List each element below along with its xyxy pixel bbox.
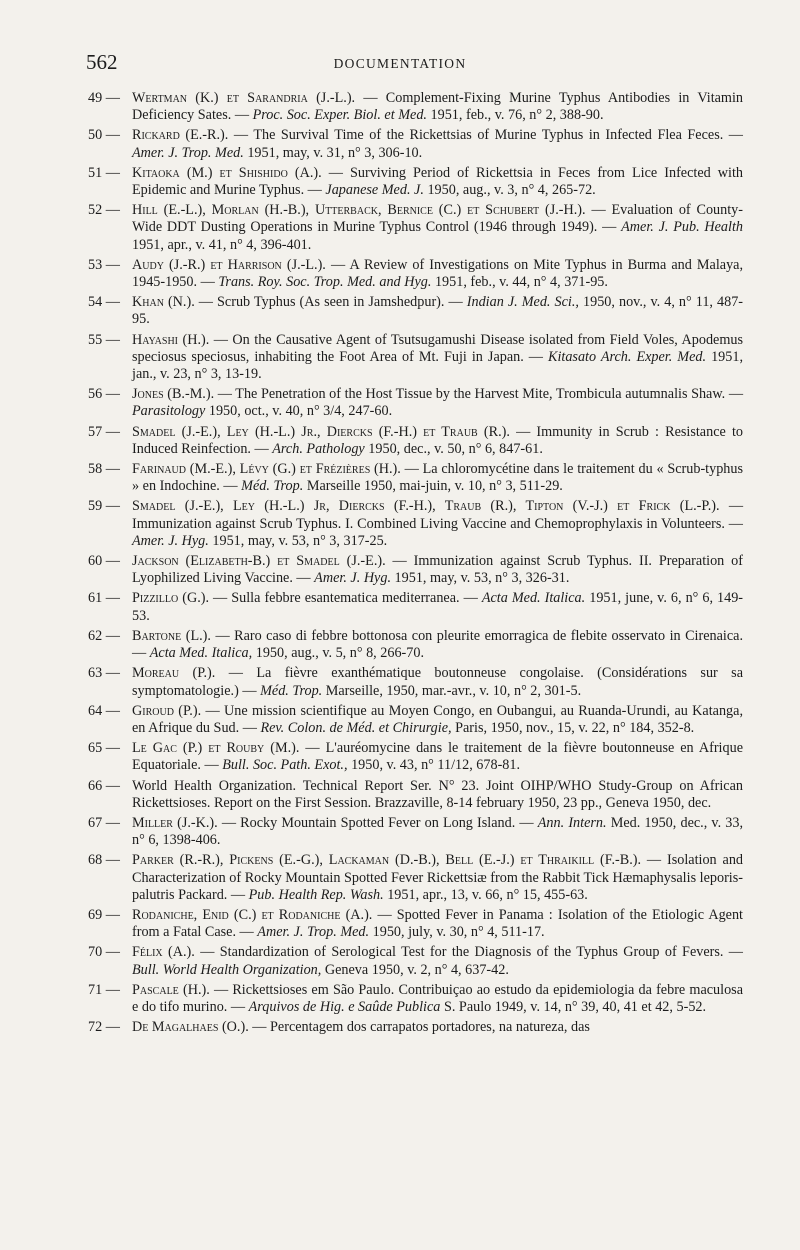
reference-body (132, 424, 743, 458)
reference-details: 1950, july, v. 30, n° 4, 511-17. (372, 924, 545, 941)
reference-entry (88, 982, 743, 1016)
reference-number: 59 — (88, 498, 120, 515)
reference-journal: Amer. J. Trop. Med. (132, 144, 244, 161)
reference-details: Geneva 1950, v. 2, n° 4, 637-42. (324, 961, 509, 978)
reference-number: 72 — (88, 1019, 120, 1036)
reference-entry (88, 628, 743, 662)
reference-title: — Rocky Mountain Spotted Fever on Long Island. — (221, 814, 534, 831)
reference-journal: Japanese Med. J. (325, 182, 424, 199)
reference-body (132, 553, 743, 587)
reference-entry (88, 852, 743, 904)
reference-title: — La chloromycétine dans le traitement du « Scrub-typhus » en Indochine. — (132, 461, 744, 495)
reference-authors: Rodaniche, Enid (C.) et Rodaniche (A.). (132, 906, 373, 923)
reference-body (132, 703, 743, 737)
reference-number: 58 — (88, 461, 120, 478)
reference-entry (88, 127, 743, 161)
reference-title: World Health Organization. Technical Report Ser. N° 23. Joint OIHP/WHO Study-Group on African Rickettsioses. Report on the First Session. Brazzaville, 8-14 february 1950, 23 pp., Geneva 1950, dec. (132, 777, 743, 811)
reference-body (132, 332, 743, 384)
reference-details: Marseille, 1950, mar.-avr., v. 10, n° 2, 301-5. (325, 682, 582, 699)
reference-authors: Moreau (P.). (132, 665, 216, 682)
reference-body (132, 815, 743, 849)
reference-body (132, 590, 743, 624)
reference-journal: Rev. Colon. de Méd. et Chirurgie, (260, 719, 452, 736)
reference-number: 63 — (88, 665, 120, 682)
reference-entry (88, 257, 743, 291)
reference-journal: Indian J. Med. Sci., (466, 294, 579, 311)
reference-journal: Arquivos de Hig. e Saûde Publica (248, 998, 441, 1015)
reference-title: — The Penetration of the Host Tissue by the Harvest Mite, Trombicula autumnalis Shaw. — (217, 386, 744, 403)
reference-entry (88, 907, 743, 941)
reference-entry (88, 498, 743, 550)
reference-journal: Acta Med. Italica, (149, 645, 253, 662)
reference-number: 53 — (88, 256, 120, 273)
reference-entry (88, 815, 743, 849)
reference-details: 1950, dec., v. 50, n° 6, 847-61. (368, 440, 543, 457)
reference-entry (88, 90, 743, 124)
reference-title: — Surviving Period of Rickettsia in Feces from Lice Infected with Epidemic and Murine Typhus. — (132, 164, 744, 199)
reference-journal: Amer. J. Pub. Health (621, 219, 744, 236)
reference-journal: Méd. Trop. (260, 682, 323, 699)
reference-title: — Standardization of Serological Test for the Diagnosis of the Typhus Group of Fevers. — (200, 944, 743, 961)
reference-journal: Bull. World Health Organization, (132, 961, 322, 978)
reference-number: 67 — (88, 814, 120, 831)
running-title: DOCUMENTATION (333, 56, 467, 71)
reference-journal: Kitasato Arch. Exper. Med. (547, 348, 707, 365)
reference-number: 56 — (88, 386, 120, 403)
reference-number: 57 — (88, 423, 120, 440)
reference-journal: Pub. Health Rep. Wash. (248, 886, 384, 903)
reference-authors: Jackson (Elizabeth-B.) et Smadel (J.-E.). (132, 553, 386, 570)
reference-details: 1951, may, v. 53, n° 3, 317-25. (212, 532, 388, 549)
reference-details: Paris, 1950, nov., 15, v. 22, n° 184, 352-8. (455, 719, 695, 736)
reference-body (132, 498, 743, 550)
reference-journal: Amer. J. Hyg. (132, 532, 209, 549)
reference-number: 66 — (88, 777, 120, 794)
reference-body (132, 740, 743, 774)
reference-entry (88, 703, 743, 737)
reference-details: 1950, v. 43, n° 11/12, 678-81. (351, 757, 521, 774)
reference-journal: Arch. Pathology (272, 440, 365, 457)
reference-details: 1951, june, v. 6, n° 6, 149-53. (132, 590, 744, 624)
reference-authors: Kitaoka (M.) et Shishido (A.). (132, 164, 322, 181)
reference-authors: Jones (B.-M.). (132, 386, 215, 403)
reference-title: — Scrub Typhus (As seen in Jamshedpur). — (198, 294, 463, 311)
reference-body (132, 90, 743, 124)
reference-journal: Parasitology (132, 403, 206, 420)
reference-details: 1951, feb., v. 76, n° 2, 388-90. (430, 107, 604, 124)
reference-number: 60 — (88, 553, 120, 570)
reference-number: 71 — (88, 981, 120, 998)
reference-authors: Le Gac (P.) et Rouby (M.). (132, 740, 300, 757)
reference-title: — Rickettsioses em São Paulo. Contribuiçao ao estudo da epidemiologia da febre maculosa e do tifo murino. — (132, 981, 743, 1015)
reference-number: 68 — (88, 852, 120, 869)
reference-title: — On the Causative Agent of Tsutsugamushi Disease isolated from Field Voles, Apodemus speciosus speciosus, inhabiting the Foot Area of Mt. Fuji in Japan. — (132, 331, 743, 365)
reference-authors: Smadel (J.-E.), Ley (H.-L.) Jr., Diercks (F.-H.) et Traub (R.). (132, 423, 510, 440)
reference-number: 49 — (88, 90, 120, 106)
reference-authors: Félix (A.). (132, 944, 195, 961)
reference-entry (88, 665, 743, 699)
reference-number: 54 — (88, 294, 120, 311)
reference-number: 52 — (88, 202, 120, 219)
reference-body (132, 1019, 743, 1036)
reference-journal: Méd. Trop. (241, 478, 304, 495)
reference-body (132, 386, 743, 420)
reference-entry (88, 386, 743, 420)
reference-journal: Ann. Intern. (537, 814, 607, 831)
reference-entry (88, 424, 743, 458)
reference-body (132, 257, 743, 291)
reference-entry (88, 165, 743, 199)
reference-authors: Giroud (P.). (132, 702, 202, 719)
reference-title: — Immunization against Scrub Typhus. II. Preparation of Lyophilized Living Vaccine. — (132, 553, 743, 587)
reference-entry (88, 944, 743, 978)
reference-authors: Parker (R.-R.), Pickens (E.-G.), Lackaman (D.-B.), Bell (E.-J.) et Thraikill (F.-B.). (132, 852, 642, 869)
reference-body (132, 628, 743, 662)
reference-details: 1951, feb., v. 44, n° 4, 371-95. (434, 274, 608, 291)
reference-details: S. Paulo 1949, v. 14, n° 39, 40, 41 et 42, 5-52. (443, 998, 707, 1015)
reference-details: 1951, jan., v. 23, n° 3, 13-19. (132, 348, 743, 383)
reference-journal: Amer. J. Hyg. (314, 570, 391, 587)
reference-number: 50 — (88, 127, 120, 144)
reference-journal: Trans. Roy. Soc. Trop. Med. and Hyg. (218, 274, 432, 291)
reference-entry (88, 740, 743, 774)
reference-title: — L'auréomycine dans le traitement de la fièvre boutonneuse en Afrique Equatoriale. — (132, 740, 743, 774)
reference-journal: Acta Med. Italica. (481, 590, 586, 607)
reference-number: 64 — (88, 702, 120, 719)
reference-authors: Miller (J.-K.). (132, 814, 218, 831)
reference-title: — Spotted Fever in Panama : Isolation of the Etiologic Agent from a Fatal Case. — (132, 906, 743, 941)
reference-authors: Pascale (H.). (132, 981, 210, 998)
reference-authors: De Magalhaes (O.). (132, 1019, 249, 1036)
reference-details: 1950, nov., v. 4, n° 11, 487-95. (132, 294, 744, 328)
reference-body (132, 982, 743, 1016)
reference-title: — Evaluation of County-Wide DDT Dusting Operations in Murine Typhus Control (1946 through 1949). — (132, 202, 743, 236)
reference-authors: Hayashi (H.). (132, 331, 210, 348)
reference-number: 62 — (88, 627, 120, 644)
reference-authors: Hill (E.-L.), Morlan (H.-B.), Utterback, Bernice (C.) et Schubert (J.-H.). (132, 202, 586, 219)
reference-body (132, 202, 743, 254)
reference-entry (88, 553, 743, 587)
reference-details: 1951, apr., v. 41, n° 4, 396-401. (132, 236, 312, 253)
reference-details: 1951, may, v. 31, n° 3, 306-10. (247, 144, 423, 161)
page-header (0, 50, 800, 80)
reference-body (132, 294, 743, 328)
reference-authors: Bartone (L.). (132, 627, 211, 644)
reference-entry (88, 778, 743, 812)
reference-number: 70 — (88, 944, 120, 961)
reference-journal: Amer. J. Trop. Med. (257, 924, 370, 941)
reference-authors: Rickard (E.-R.). (132, 127, 229, 144)
reference-list (88, 90, 743, 1039)
reference-entry (88, 461, 743, 495)
reference-number: 61 — (88, 590, 120, 607)
reference-details: 1950, oct., v. 40, n° 3/4, 247-60. (208, 403, 393, 420)
reference-entry (88, 590, 743, 624)
reference-title: — Percentagem dos carrapatos portadores, na natureza, das (252, 1019, 590, 1036)
reference-details: 1951, apr., 13, v. 66, n° 15, 455-63. (387, 886, 588, 903)
reference-authors: Farinaud (M.-E.), Lévy (G.) et Frézières (H.). (132, 461, 401, 478)
reference-title: — A Review of Investigations on Mite Typhus in Burma and Malaya, 1945-1950. — (132, 256, 744, 291)
reference-number: 55 — (88, 331, 120, 348)
reference-title: — Immunity in Scrub : Resistance to Induced Reinfection. — (132, 423, 743, 457)
reference-authors: Wertman (K.) et Sarandria (J.-L.). (132, 90, 356, 106)
reference-title: — Raro caso di febbre bottonosa con pleurite emorragica de flebite osservato in Cirenaica. — (132, 627, 743, 662)
reference-body (132, 944, 743, 978)
reference-journal: Proc. Soc. Exper. Biol. et Med. (252, 107, 427, 124)
reference-body (132, 461, 743, 495)
reference-entry (88, 294, 743, 328)
reference-body (132, 778, 743, 812)
page-number: 562 (86, 50, 118, 74)
reference-title: — Isolation and Characterization of Rocky Mountain Spotted Fever Rickettsiæ from the Rabbit Tick Hæmaphysalis leporis-palutris Packard. — (132, 852, 744, 903)
reference-body (132, 852, 743, 904)
reference-details: 1950, aug., v. 5, n° 8, 266-70. (255, 645, 425, 662)
reference-authors: Pizzillo (G.). (132, 590, 210, 607)
reference-authors: Khan (N.). (132, 294, 195, 311)
reference-title: — The Survival Time of the Rickettsias of Murine Typhus in Infected Flea Feces. — (233, 127, 743, 144)
reference-details: Marseille 1950, mai-juin, v. 10, n° 3, 511-29. (306, 478, 563, 495)
reference-number: 65 — (88, 740, 120, 757)
reference-authors: Smadel (J.-E.), Ley (H.-L.) Jr, Diercks (F.-H.), Traub (R.), Tipton (V.-J.) et Frick (L.-P.). (132, 498, 720, 515)
reference-body (132, 127, 743, 161)
reference-number: 69 — (88, 906, 120, 923)
reference-details: 1951, may, v. 53, n° 3, 326-31. (394, 570, 570, 587)
reference-body (132, 907, 743, 941)
reference-title: — Complement-Fixing Murine Typhus Antibodies in Vitamin Deficiency Sates. — (132, 90, 744, 124)
reference-authors: Audy (J.-R.) et Harrison (J.-L.). (132, 256, 326, 273)
reference-title: — La fièvre exanthématique boutonneuse congolaise. (Considérations sur sa symptomatologie.) — (132, 665, 744, 699)
reference-details: Med. 1950, dec., v. 33, n° 6, 1398-406. (132, 814, 744, 849)
reference-body (132, 665, 743, 699)
reference-journal: Bull. Soc. Path. Exot., (222, 757, 348, 774)
reference-entry (88, 332, 743, 384)
reference-number: 51 — (88, 164, 120, 181)
reference-entry (88, 1019, 743, 1036)
reference-entry (88, 202, 743, 254)
reference-title: — Sulla febbre esantematica mediterranea. — (213, 590, 478, 607)
reference-body (132, 165, 743, 199)
reference-title: — Une mission scientifique au Moyen Congo, en Oubangui, au Ruanda-Urundi, au Katanga, en Afrique du Sud. — (132, 702, 743, 736)
reference-title: — Immunization against Scrub Typhus. I. Combined Living Vaccine and Chemoprophylaxis in Volunteers. — (132, 498, 744, 532)
reference-details: 1950, aug., v. 3, n° 4, 265-72. (427, 182, 596, 199)
